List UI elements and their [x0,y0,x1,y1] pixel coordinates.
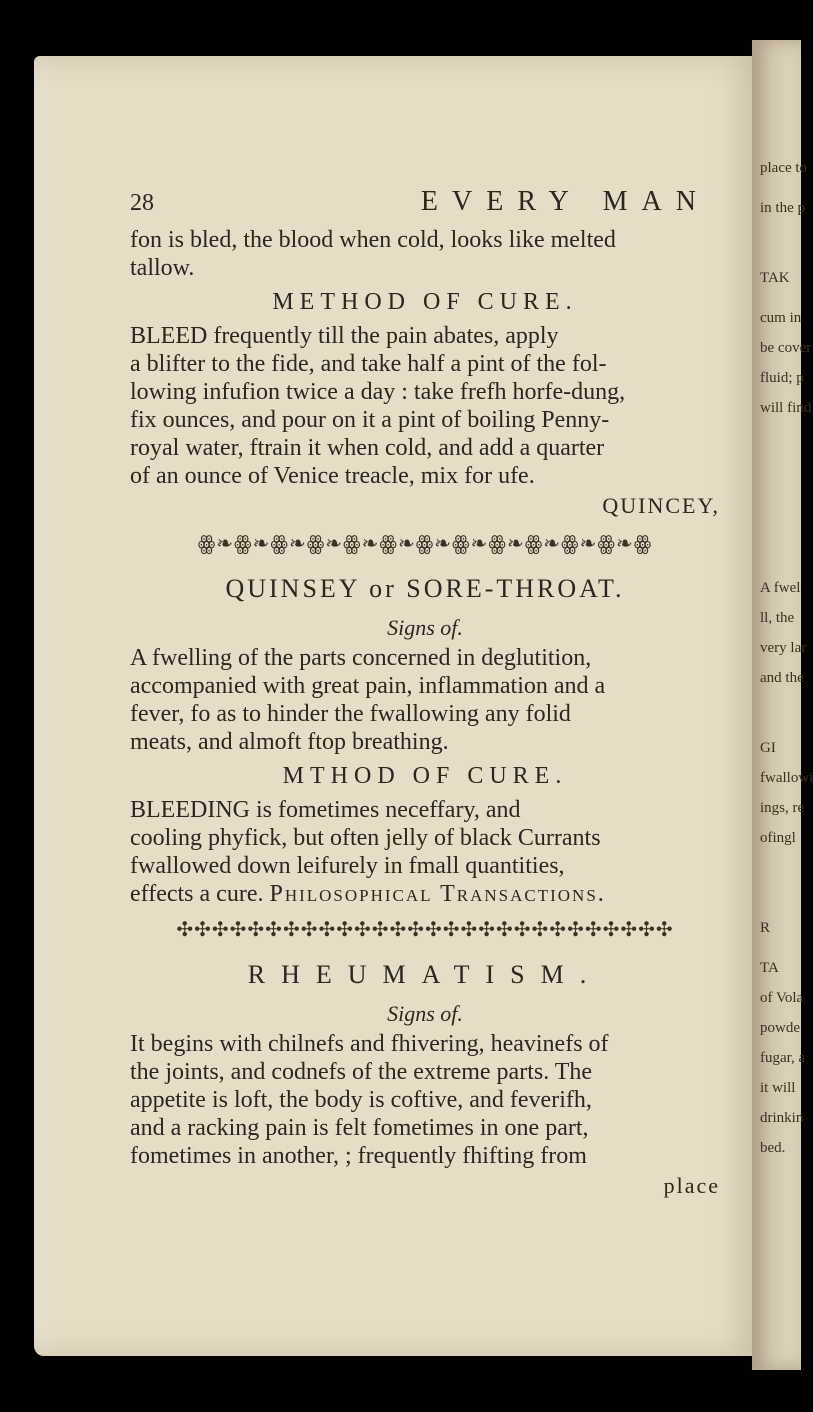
signs-subheading: Signs of. [387,615,463,640]
text-fragment: effects a cure. [130,881,264,907]
facing-text-fragment: and the [760,670,804,686]
text-line: fometimes in another, ; frequently fhifting from [130,1143,587,1169]
facing-text-fragment: ings, re [760,800,805,816]
text-line: appetite is loft, the body is coftive, and feverifh, [130,1087,592,1113]
text-line: meats, and almoft ftop breathing. [130,729,449,755]
text-line: lowing infufion twice a day : take frefh horfe-dung, [130,379,626,405]
facing-page-edge [752,40,813,1370]
text-line [130,880,720,908]
facing-text-fragment: TAK [760,270,790,286]
text-line: of an ounce of Venice treacle, mix for ufe. [130,463,535,489]
section-heading-rheumatism: RHEUMATISM. [247,960,603,989]
facing-text-fragment: bed. [760,1140,786,1156]
facing-text-fragment: powde [760,1020,800,1036]
text-line: royal water, ftrain it when cold, and add a quarter [130,435,605,461]
text-line: and a racking pain is felt fometimes in one part, [130,1115,589,1141]
text-line: fever, fo as to hinder the fwallowing any folid [130,701,571,727]
text-line: BLEEDING is fometimes neceffary, and [130,797,521,823]
facing-text-fragment: R [760,920,771,936]
text-line: the joints, and codnefs of the extreme parts. The [130,1059,593,1085]
facing-text-fragment: fwallowi [760,770,813,786]
section-heading-quinsey: QUINSEY or SORE-THROAT. [225,574,625,603]
facing-text-fragment: of Vola [760,990,804,1006]
text-line: BLEED frequently till the pain abates, apply [130,323,559,349]
text-line: cooling phyfick, but often jelly of black Currants [130,825,601,851]
section-heading-method: METHOD OF CURE. [272,289,578,315]
section-heading-method: MTHOD OF CURE. [282,763,568,789]
decorative-border-ornament: ✣✣✣✣✣✣✣✣✣✣✣✣✣✣✣✣✣✣✣✣✣✣✣✣✣✣✣✣ [176,919,674,941]
facing-text-fragment: fluid; p [760,370,804,386]
facing-text-fragment: will find [760,400,812,416]
text-line: fwallowed down leifurely in fmall quantities, [130,853,565,879]
text-line: fix ounces, and pour on it a pint of boiling Penny- [130,407,610,433]
catchword: place [663,1173,720,1198]
decorative-border-ornament: ꙮ❧ꙮ❧ꙮ❧ꙮ❧ꙮ❧ꙮ❧ꙮ❧ꙮ❧ꙮ❧ꙮ❧ꙮ❧ꙮ❧ꙮ [197,533,653,555]
facing-text-fragment: ofingl [760,830,796,846]
text-line: fon is bled, the blood when cold, looks like melted [130,227,616,253]
facing-text-fragment: TA [760,960,779,976]
facing-text-fragment: in the p [760,200,805,216]
text-line: accompanied with great pain, inflammation and a [130,673,606,699]
facing-text-fragment: very lar [760,640,807,656]
facing-text-fragment: ll, the [760,610,795,626]
text-line: It begins with chilnefs and fhivering, heavinefs of [130,1031,609,1057]
running-title: EVERY MAN [420,186,710,217]
running-header [130,186,720,226]
text-line: A fwelling of the parts concerned in deglutition, [130,645,592,671]
page-number: 28 [130,190,154,216]
facing-text-fragment: place to [760,160,808,176]
text-line: tallow. [130,255,195,281]
facing-text-fragment: cum in [760,310,802,326]
facing-text-fragment: fugar, a [760,1050,806,1066]
facing-text-fragment: be cover [760,340,812,356]
facing-text-fragment: GI [760,740,776,756]
page-text [130,186,720,1202]
facing-text-fragment: drinkin [760,1110,804,1126]
facing-text-fragment: A fwel [760,580,801,596]
book-page [34,56,760,1356]
facing-text-fragment: it will [760,1080,796,1096]
catchword: QUINCEY, [602,493,720,518]
source-citation: Philosophical Transactions. [269,881,606,907]
signs-subheading: Signs of. [387,1001,463,1026]
text-line: a blifter to the fide, and take half a pint of the fol- [130,351,607,377]
